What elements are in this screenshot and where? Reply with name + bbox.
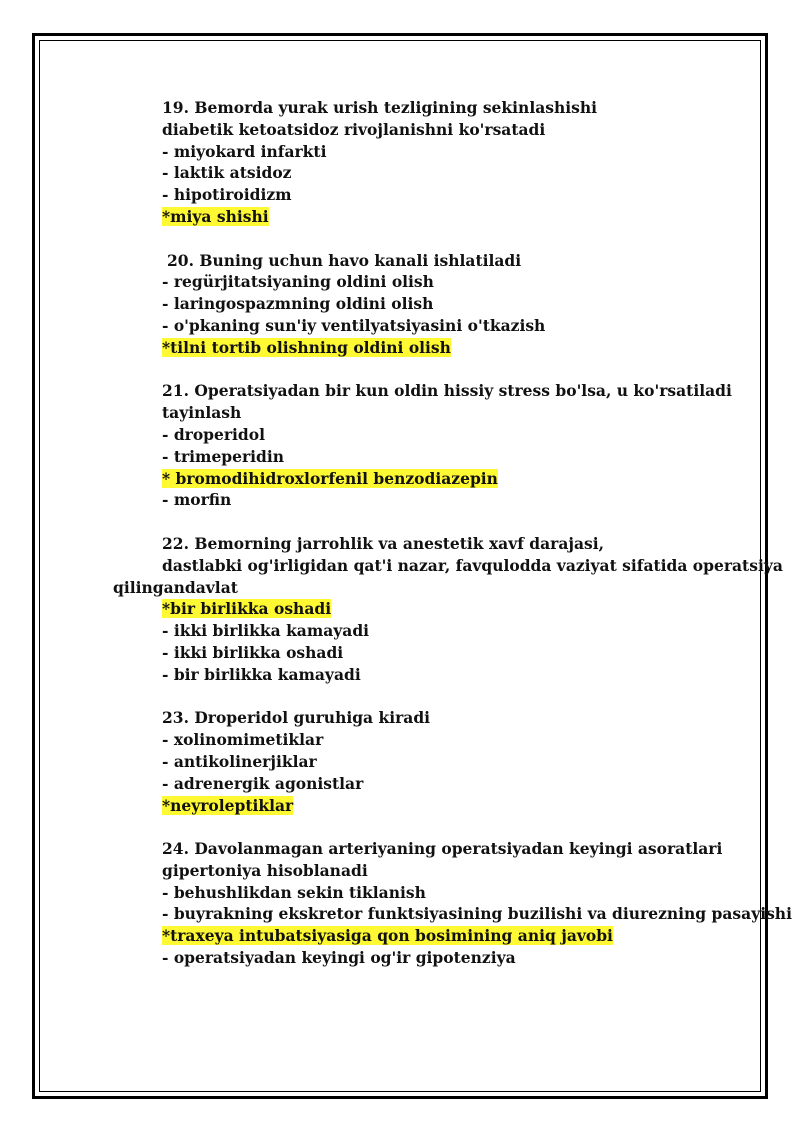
answer-option: - ikki birlikka oshadi xyxy=(162,642,344,662)
answer-option: - o'pkaning sun'iy ventilyatsiyasini o'tkazish xyxy=(162,315,546,335)
answer-option: - trimeperidin xyxy=(162,446,285,466)
correct-answer: * bromodihidroxlorfenil benzodiazepin xyxy=(162,468,498,488)
answer-option: - droperidol xyxy=(162,424,265,444)
answer-option: - ikki birlikka kamayadi xyxy=(162,621,370,641)
question-22 xyxy=(113,533,783,686)
question-21 xyxy=(162,380,762,511)
correct-answer: *tilni tortib olishning oldini olish xyxy=(162,337,451,357)
question-text: dastlabki og'irligidan qat'i nazar, favqulodda vaziyat sifatida operatsiya xyxy=(162,555,783,575)
question-19 xyxy=(162,97,762,228)
answer-option: - xolinomimetiklar xyxy=(162,730,324,750)
question-23 xyxy=(162,707,762,816)
answer-option: - regürjitatsiyaning oldini olish xyxy=(162,272,434,292)
answer-option: - operatsiyadan keyingi og'ir gipotenziya xyxy=(162,948,516,968)
question-text: 20. Buning uchun havo kanali ishlatiladi xyxy=(167,250,522,270)
question-text: qilingandavlat xyxy=(113,577,238,597)
question-20 xyxy=(162,250,762,359)
answer-option: - antikolinerjiklar xyxy=(162,751,317,771)
answer-option: - laringospazmning oldini olish xyxy=(162,294,434,314)
answer-option: - morfin xyxy=(162,490,232,510)
answer-option: - bir birlikka kamayadi xyxy=(162,664,361,684)
question-text: gipertoniya hisoblanadi xyxy=(162,860,368,880)
question-text: 23. Droperidol guruhiga kiradi xyxy=(162,708,431,728)
answer-option: - adrenergik agonistlar xyxy=(162,773,364,793)
answer-option: - laktik atsidoz xyxy=(162,163,292,183)
correct-answer: *neyroleptiklar xyxy=(162,795,294,815)
correct-answer: *traxeya intubatsiyasiga qon bosimining aniq javobi xyxy=(162,926,613,946)
question-text: 24. Davolanmagan arteriyaning operatsiyadan keyingi asoratlari xyxy=(162,839,723,859)
question-text: 21. Operatsiyadan bir kun oldin hissiy stress bo'lsa, u ko'rsatiladi xyxy=(162,381,732,401)
document-body xyxy=(113,97,792,991)
answer-option: - buyrakning ekskretor funktsiyasining buzilishi va diurezning pasayishi xyxy=(162,904,792,924)
answer-option: - hipotiroidizm xyxy=(162,185,292,205)
question-text: diabetik ketoatsidoz rivojlanishni ko'rsatadi xyxy=(162,119,546,139)
answer-option: - behushlikdan sekin tiklanish xyxy=(162,882,426,902)
correct-answer: *miya shishi xyxy=(162,206,269,226)
question-text: 19. Bemorda yurak urish tezligining sekinlashishi xyxy=(162,98,598,117)
correct-answer: *bir birlikka oshadi xyxy=(162,599,332,619)
question-24 xyxy=(162,838,792,969)
answer-option: - miyokard infarkti xyxy=(162,141,327,161)
question-text: 22. Bemorning jarrohlik va anestetik xavf darajasi, xyxy=(162,533,605,553)
question-text: tayinlash xyxy=(162,403,242,423)
